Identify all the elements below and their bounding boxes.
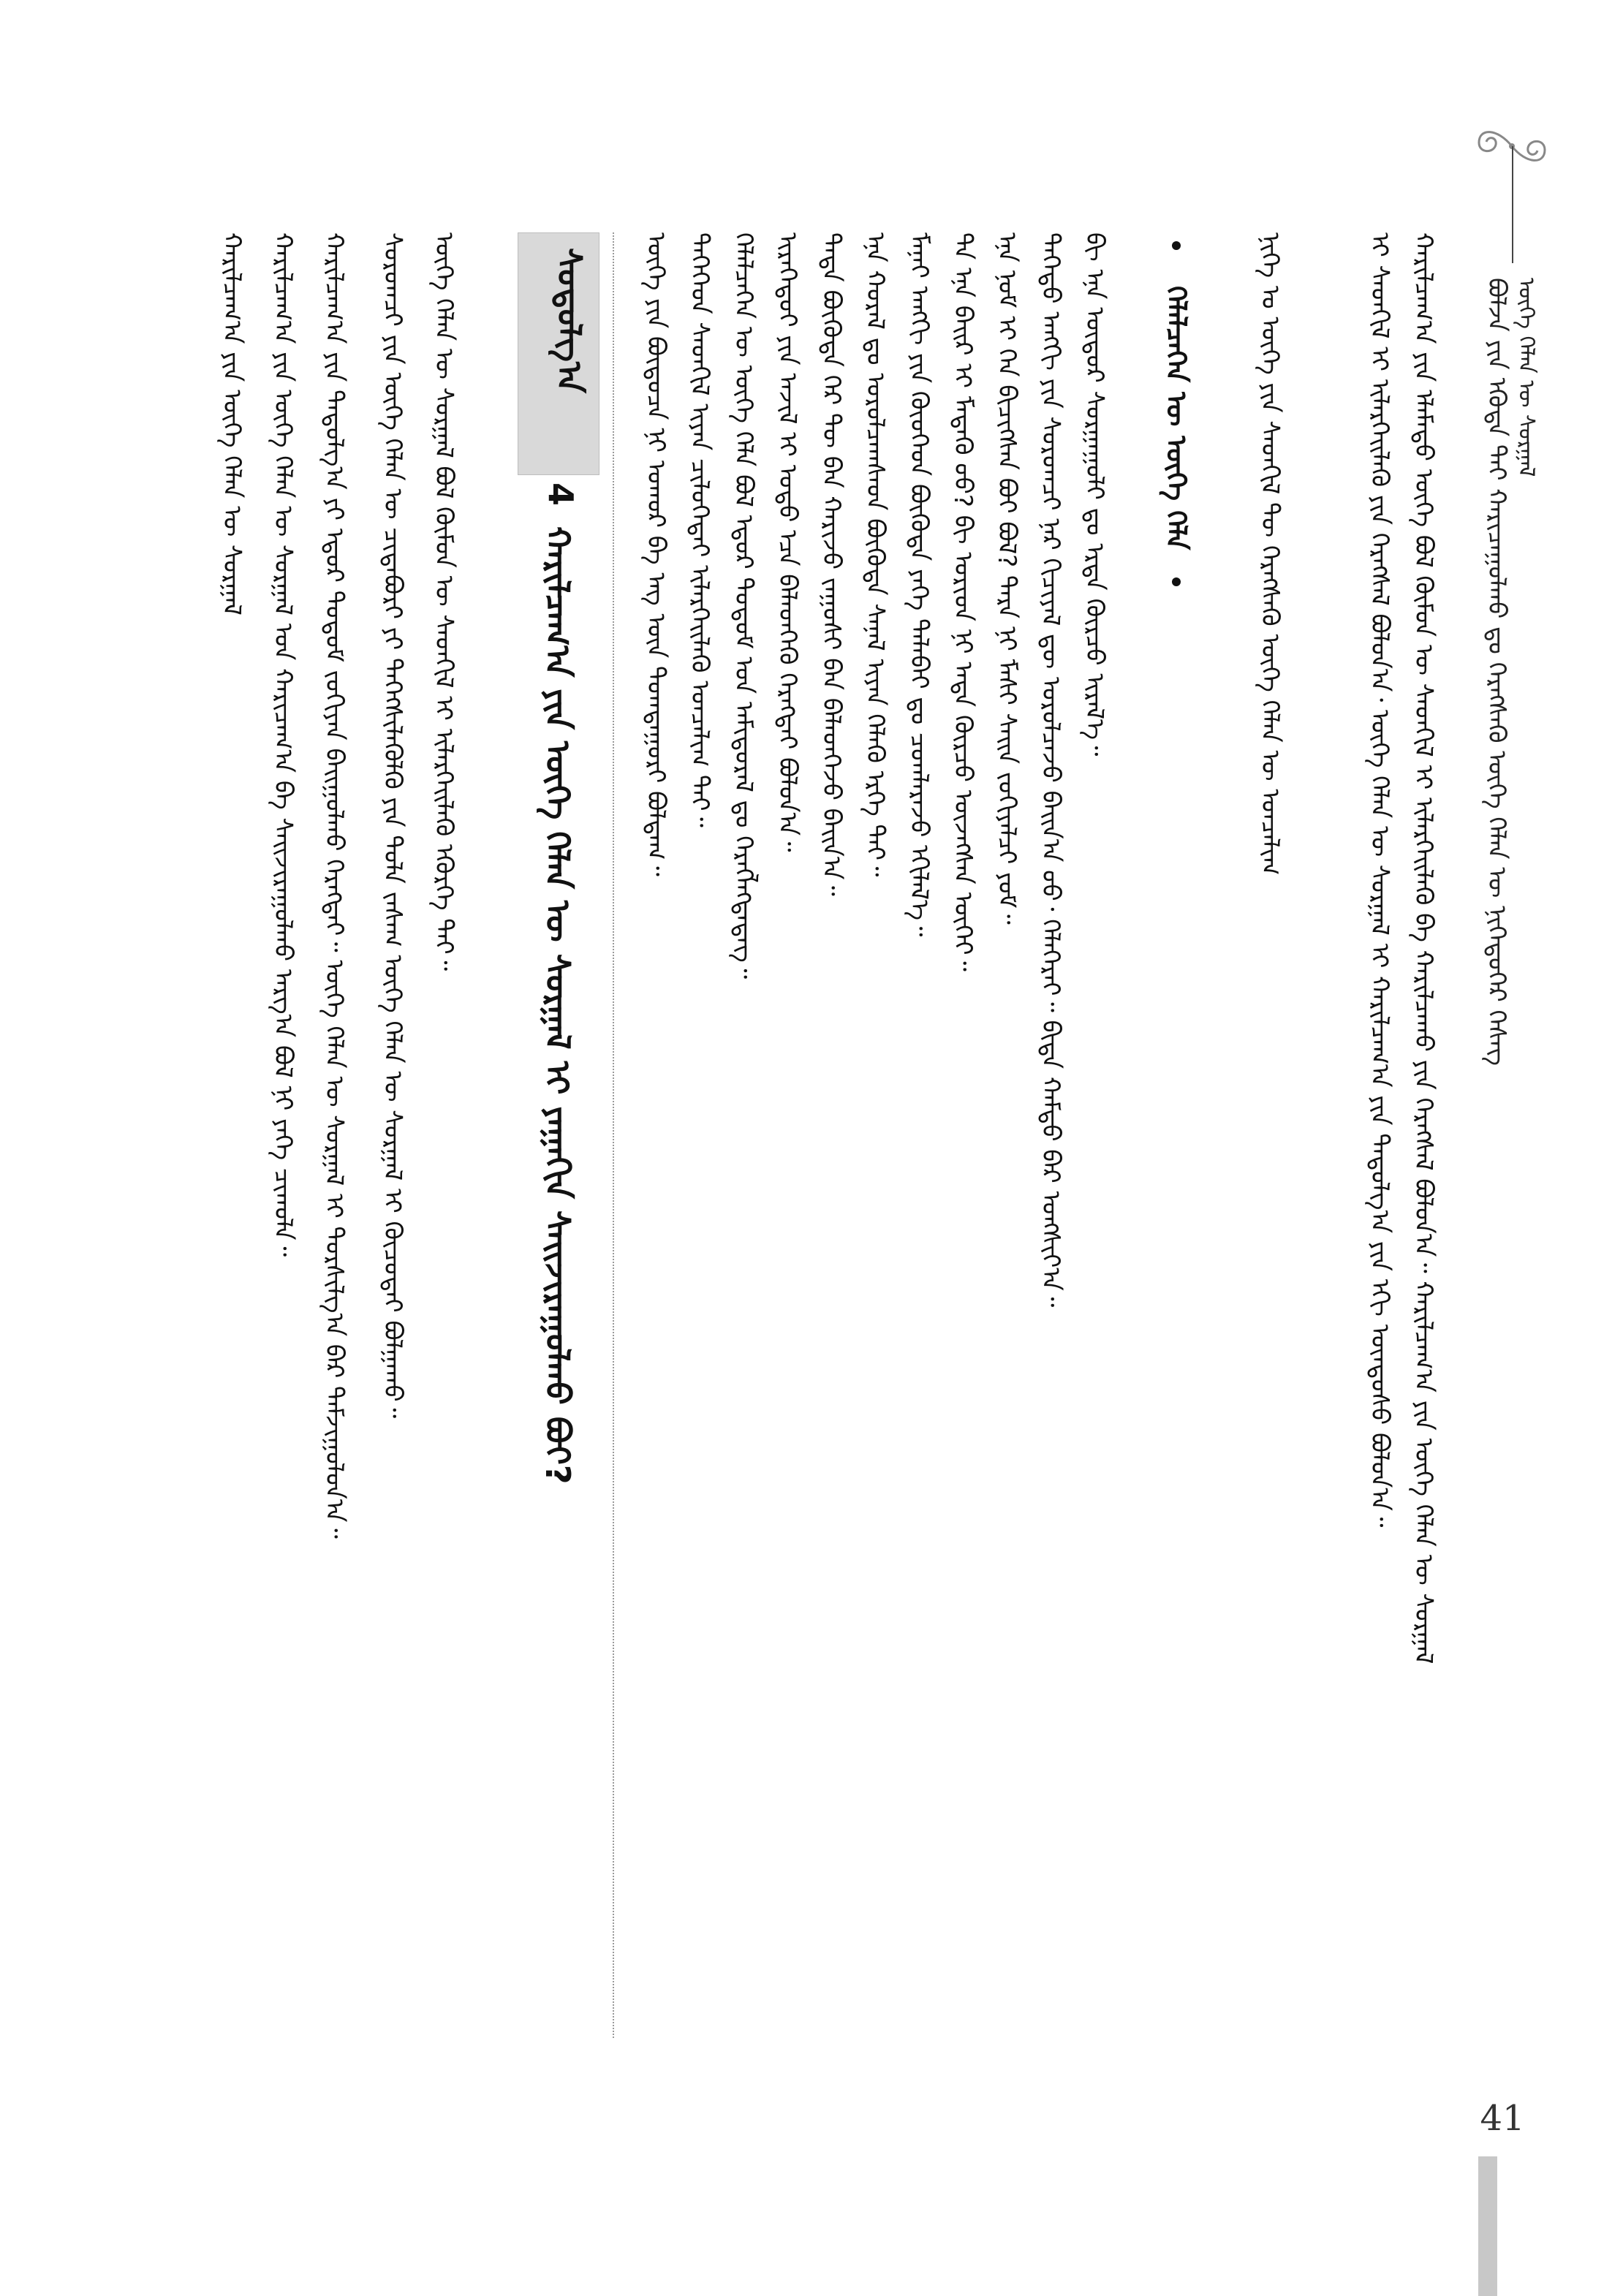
- dialogue-line-4: ᠲᠠ ᠡᠨᠡ ᠪᠠᠢᠷ ᠢ ᠮᠡᠳᠡᠬᠦ ᠦᠦ? ᠪᠢ ᠤᠷᠢᠳ ᠨᠢ ᠡᠨᠳᠡ ᠬᠦᠷᠴᠦ ᠦᠵᠡᠭᠰᠡᠨ ᠦᠭᠡᠢ᠃: [948, 232, 977, 971]
- dialogue-line-7: ᠲᠡᠳᠡ ᠪᠦᠭᠦᠳᠡ ᠭᠡᠷ ᠲᠦ ᠪᠠᠨ ᠬᠠᠷᠢᠵᠤ ᠵᠠᠭᠤᠰᠢ ᠪᠠᠨ ᠪᠡᠯᠡᠳᠬᠡᠵᠦ ᠪᠠᠢᠨ᠎ᠠ᠃: [817, 232, 846, 896]
- section-heading-label: ᠰᠣᠳᠤᠯᠭ᠎ᠠ: [550, 248, 589, 393]
- dialogue-line-10: ᠲᠡᠭᠡᠭᠡᠳ ᠰᠡᠳᠬᠢᠯ ᠢᠶᠡᠨ ᠴᠢᠯᠦᠭᠡᠲᠡᠢ ᠢᠯᠡᠷᠬᠡᠢᠯᠡᠬᠦ ᠣᠨᠴᠠᠯᠢᠭ ᠲᠠᠢ᠃: [685, 232, 714, 827]
- bullet-icon: [1172, 241, 1181, 250]
- dialogue-line-9: ᠬᠡᠯᠡᠯᠴᠡᠭᠡᠨ ᠦ ᠦᠭᠡ ᠬᠡᠯᠡ ᠪᠣᠯ ᠡᠳᠦᠷ ᠲᠤᠲᠤᠮ ᠤᠨ ᠠᠮᠢᠳᠤᠷᠠᠯ ᠳᠤ ᠬᠡᠷᠡᠭᠯᠡᠭᠳᠡᠳᠡᠭ᠃: [729, 232, 758, 980]
- dialogue-line-3: ᠡᠨᠡ ᠨᠣᠮ ᠢ ᠬᠡᠨ ᠪᠢᠴᠢᠭᠰᠡᠨ ᠪᠤᠢ ᠪᠣᠯ? ᠲᠡᠷᠡ ᠨᠢ ᠮᠠᠰᠢ ᠰᠠᠢᠨ ᠵᠣᠬᠢᠶᠠᠯᠴᠢ ᠶᠤᠮ᠃: [992, 232, 1021, 925]
- header-rule: [1512, 146, 1513, 263]
- page-number: 41: [1480, 2098, 1525, 2139]
- section-heading-number: 4: [541, 482, 580, 507]
- section1-line-2: ᠢ ᠰᠡᠳᠬᠢᠯ ᠢ ᠢᠯᠡᠷᠬᠡᠢᠯᠡᠬᠦ ᠶᠢᠨ ᠬᠡᠷᠡᠭᠰᠡᠯ ᠪᠣᠯᠤᠨ᠎ᠠ᠂ ᠦᠭᠡ ᠬᠡᠯᠡᠨ ᠦ ᠰᠤᠷᠭᠠᠯ ᠢ ᠬᠠᠷᠢᠯᠴᠠᠭ᠎ᠠ ᠶᠢᠨ ᠳᠠᠳᠤᠯᠭ᠎ᠠ ᠶᠢᠨ ᠡᠬᠢ ᠦᠨᠳᠦᠰᠦ ᠪᠣᠯᠤᠨ᠎ᠠ᠃: [1365, 232, 1394, 1528]
- dialogue-line-2: ᠳᠡᠭᠡᠳᠦ ᠠᠩᠭᠢ ᠶᠢᠨ ᠰᠤᠷᠤᠭᠴᠢ ᠨᠠᠷ ᠬᠢᠴᠢᠶᠡᠯ ᠳᠦ ᠣᠷᠣᠯᠴᠠᠵᠤ ᠪᠠᠢᠨ᠎ᠠ ᠤᠤ᠂ ᠬᠡᠯᠡᠭᠡᠷᠡᠢ᠃ ᠪᠢᠳᠡ ᠬᠠᠮᠲᠤ ᠪᠡᠷ ᠤᠩᠰᠢᠶ᠎ᠠ᠃: [1036, 232, 1065, 1308]
- section2-line-4: ᠬᠠᠷᠢᠯᠴᠠᠭ᠎ᠠ ᠶᠢᠨ ᠦᠭᠡ ᠬᠡᠯᠡᠨ ᠦ ᠰᠤᠷᠭᠠᠯ ᠤᠨ ᠬᠠᠷᠢᠴᠠᠭ᠎ᠠ ᠪᠠ ᠰᠠᠢᠵᠢᠷᠠᠭᠤᠯᠬᠤ ᠠᠷᠭ᠎ᠠ ᠪᠣᠯ ᠨᠢ ᠶᠡᠬᠡ ᠴᠢᠬᠤᠯᠠ᠃: [268, 232, 298, 1257]
- section1-line-3: ᠨᠢᠭᠡ ᠤ ᠦᠭᠡ ᠶᠢᠨ ᠰᠡᠳᠬᠢᠯ ᠲᠦ ᠬᠡᠷᠡᠭᠰᠡᠬᠦ ᠦᠭᠡ ᠬᠡᠯᠡᠨ ᠦ ᠣᠨᠴᠠᠯᠢᠭ: [1255, 232, 1285, 876]
- dialogue-line-5: ᠮᠠᠨᠠᠢ ᠠᠩᠭᠢ ᠶᠢᠨ ᠬᠦᠦᠬᠡᠳ ᠪᠦᠭᠦᠳᠡ ᠶᠡᠬᠡ ᠲᠠᠯᠠᠪᠠᠢ ᠳᠤ ᠴᠤᠭᠯᠠᠷᠠᠵᠤ ᠡᠬᠢᠯᠡᠯ᠎ᠡ᠃: [904, 232, 934, 937]
- dialogue-line-6: ᠡᠨᠡ ᠬᠤᠷᠠᠯ ᠳᠤ ᠣᠷᠣᠯᠴᠠᠭᠰᠠᠳ ᠪᠦᠭᠦᠳᠡ ᠰᠠᠨᠠᠯ ᠢᠶᠡᠨ ᠬᠡᠯᠡᠬᠦ ᠡᠷᠬᠡ ᠲᠡᠢ᠃: [860, 232, 890, 877]
- running-head-line-2: ᠦᠭᠡ ᠬᠡᠯᠡᠨ ᠦ ᠰᠤᠷᠭᠠᠯ: [1513, 278, 1539, 477]
- dialogue-line-8: ᠢᠷᠡᠭᠡᠳᠦᠢ ᠶᠢᠨ ᠠᠵᠢᠯ ᠢ ᠣᠳᠣ ᠡᠴᠡ ᠪᠡᠯᠡᠳᠬᠡᠬᠦ ᠬᠡᠷᠡᠭᠲᠡᠢ ᠪᠣᠯᠤᠨ᠎ᠠ᠃: [773, 232, 802, 852]
- bullet-heading-text: ᠬᠡᠯᠡᠯᠴᠡᠭᠡᠨ ᠦ ᠦᠭᠡ ᠬᠡᠯᠡ: [1160, 286, 1192, 550]
- dialogue-line-1: ᠪᠢ ᠡᠨᠡ ᠦᠳᠦᠷ ᠰᠤᠷᠭᠠᠭᠤᠯᠢ ᠳᠤ ᠡᠷᠲᠡ ᠬᠦᠷᠴᠦ ᠢᠷᠡᠯ᠎ᠡ᠃: [1080, 232, 1109, 757]
- section-heading-title: ᠬᠠᠷᠢᠯᠴᠠᠭ᠎ᠠ ᠶᠢᠨ ᠦᠭᠡ ᠬᠡᠯᠡᠨ ᠦ ᠰᠤᠷᠭᠠᠯ ᠢ ᠶᠠᠭᠠᠬᠢᠨ ᠰᠠᠢᠵᠢᠷᠠᠭᠤᠯᠬᠤ ᠪᠤᠢ?: [538, 526, 578, 1485]
- running-head: [1484, 278, 1537, 1066]
- page-edge-marker: [1478, 2156, 1497, 2296]
- section2-line-3: ᠬᠠᠷᠢᠯᠴᠠᠭ᠎ᠠ ᠶᠢᠨ ᠳᠠᠳᠤᠯᠭ᠎ᠠ ᠶᠢ ᠡᠳᠦᠷ ᠲᠤᠲᠤᠮ ᠵᠣᠬᠢᠶᠠᠨ ᠪᠠᠢᠭᠤᠯᠬᠤ ᠬᠡᠷᠡᠭᠲᠡᠢ᠃ ᠦᠭᠡ ᠬᠡᠯᠡᠨ ᠦ ᠰᠤᠷᠭᠠᠯ ᠢ ᠲᠤᠷᠰᠢᠯᠭ᠎ᠠ ᠪᠠᠷ ᠳᠠᠮᠵᠢᠭᠤᠯᠤᠨ᠎ᠠ᠃: [319, 232, 349, 1539]
- section2-line-5: ᠬᠠᠷᠢᠯᠴᠠᠭ᠎ᠠ ᠶᠢᠨ ᠦᠭᠡ ᠬᠡᠯᠡᠨ ᠦ ᠰᠤᠷᠭᠠᠯ: [217, 232, 246, 615]
- dialogue-line-11: ᠦᠭᠡ ᠶᠢᠨ ᠪᠦᠲᠦᠴᠡ ᠨᠢ ᠤᠬᠤᠷ ᠪᠠ ᠡᠩ ᠦᠨ ᠲᠣᠭᠲᠠᠭᠤᠷᠢ ᠪᠣᠯᠳᠠᠭ᠃: [641, 232, 670, 876]
- bullet-heading: [1162, 232, 1190, 595]
- bullet-icon: [1172, 577, 1181, 586]
- running-head-line-1: ᠪᠣᠯᠵᠠ ᠶᠢᠨ ᠡᠭᠦᠳᠡ ᠲᠡᠢ ᠬᠠᠷᠢᠴᠠᠭᠤᠯᠬᠤ ᠳᠤ ᠬᠡᠷᠡᠭᠰᠡᠬᠦ ᠦᠭᠡ ᠬᠡᠯᠡᠨ ᠦ ᠨᠢᠭᠡᠳᠦᠭᠡᠷ ᠬᠡᠰᠡᠭ: [1482, 278, 1511, 1066]
- section1-line-1: ᠬᠠᠷᠢᠯᠴᠠᠭ᠎ᠠ ᠶᠢᠨ ᠡᠯᠡᠮᠡᠲᠦ ᠦᠭᠡ ᠪᠣᠯ ᠬᠦᠮᠦᠨ ᠦ ᠰᠡᠳᠬᠢᠯ ᠢ ᠢᠯᠡᠷᠬᠡᠢᠯᠡᠬᠦ ᠪᠠ ᠬᠠᠷᠢᠯᠴᠠᠬᠤ ᠶᠢᠨ ᠬᠡᠷᠡᠭᠰᠡᠯ ᠪᠣᠯᠤᠨ᠎ᠠ᠃ ᠬᠠᠷᠢᠯᠴᠠᠭ᠎ᠠ ᠶᠢᠨ ᠦᠭᠡ ᠬᠡᠯᠡᠨ ᠦ ᠰᠤᠷᠭᠠᠯ: [1409, 232, 1438, 1664]
- section2-line-1: ᠦᠭᠡ ᠬᠡᠯᠡᠨ ᠦ ᠰᠤᠷᠭᠠᠯ ᠪᠣᠯ ᠬᠦᠮᠦᠨ ᠦ ᠰᠡᠳᠬᠢᠯ ᠢ ᠢᠯᠡᠷᠬᠡᠢᠯᠡᠬᠦ ᠡᠭᠦᠷᠭᠡ ᠲᠡᠢ᠃: [429, 232, 458, 971]
- section2-line-2: ᠰᠤᠷᠤᠭᠴᠢ ᠶᠢᠨ ᠦᠭᠡ ᠬᠡᠯᠡᠨ ᠦ ᠴᠢᠳᠠᠪᠤᠷᠢ ᠶᠢ ᠳᠡᠭᠡᠭᠰᠢᠯᠡᠭᠦᠯᠬᠦ ᠶᠢᠨ ᠲᠤᠯᠠ ᠵᠠᠰᠠᠭ ᠦᠭᠡ ᠬᠡᠯᠡᠨ ᠦ ᠰᠤᠷᠭᠠᠯ ᠢ ᠬᠦᠴᠦᠲᠡᠢ ᠪᠣᠯᠭᠠᠬᠤ᠃: [378, 232, 407, 1419]
- section-heading-box: [518, 232, 599, 475]
- section-divider: [613, 232, 614, 2038]
